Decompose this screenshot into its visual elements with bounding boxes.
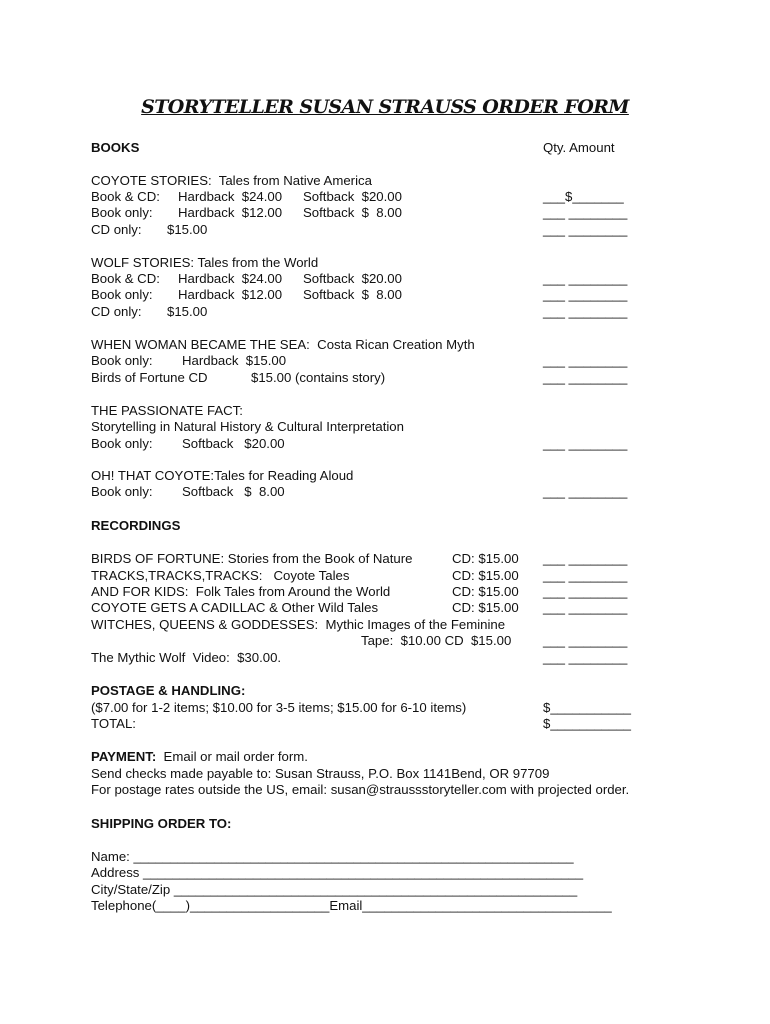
qty-amount-header: Qty. Amount [543,140,615,155]
softback-price: Softback $ 8.00 [182,484,285,499]
hardback-price: Hardback $12.00 [178,287,283,302]
coyote-stories-row2 [91,205,402,221]
city-state-zip-field[interactable]: City/State/Zip _______________________________________________________ [91,882,578,897]
postage-rates: ($7.00 for 1-2 items; $10.00 for 3-5 items; $15.00 for 6-10 items) [91,700,467,715]
woman-sea-row2 [91,370,385,386]
wolf-stories-row2 [91,287,402,303]
payment-line-1 [91,749,308,765]
row-label: Book & CD: [91,271,160,286]
postage-blank[interactable]: $___________ [543,700,632,715]
recording-price: CD: $15.00 [452,584,519,599]
recording-name: COYOTE GETS A CADILLAC & Other Wild Tales [91,600,379,615]
total-label: TOTAL: [91,716,136,731]
woman-sea-title: WHEN WOMAN BECAME THE SEA: Costa Rican Creation Myth [91,337,475,352]
cd-price: $15.00 [167,304,208,319]
recording-name: AND FOR KIDS: Folk Tales from Around the World [91,584,391,599]
wolf-stories-blank-3[interactable]: ___ ________ [543,304,628,319]
books-heading: BOOKS [91,140,140,155]
row-label: Birds of Fortune CD [91,370,208,385]
payment-line-3: For postage rates outside the US, email: susan@straussstoryteller.com with projected order. [91,782,630,797]
recording-blank[interactable]: ___ ________ [543,551,628,566]
hardback-price: Hardback $15.00 [182,353,287,368]
row-label: Book only: [91,287,153,302]
name-field[interactable]: Name: ____________________________________________________________ [91,849,574,864]
recording-blank[interactable]: ___ ________ [543,584,628,599]
recording-blank[interactable]: ___ ________ [543,568,628,583]
payment-line-2: Send checks made payable to: Susan Strauss, P.O. Box 1141Bend, OR 97709 [91,766,550,781]
page-title: STORYTELLER SUSAN STRAUSS ORDER FORM [141,96,629,118]
mythic-wolf-blank[interactable]: ___ ________ [543,650,628,665]
recording-price: CD: $15.00 [452,600,519,615]
wolf-stories-row3 [91,304,207,320]
total-blank[interactable]: $___________ [543,716,632,731]
row-label: Book & CD: [91,189,160,204]
recording-name: BIRDS OF FORTUNE: Stories from the Book of Nature [91,551,413,566]
coyote-stories-blank-3[interactable]: ___ ________ [543,222,628,237]
row-label: Book only: [91,353,153,368]
wolf-stories-blank-1[interactable]: ___ ________ [543,271,628,286]
passionate-fact-row1 [91,436,285,452]
softback-price: Softback $20.00 [182,436,285,451]
telephone-email-field[interactable]: Telephone(____)___________________Email__________________________________ [91,898,612,913]
wolf-stories-blank-2[interactable]: ___ ________ [543,287,628,302]
hardback-price: Hardback $24.00 [178,189,283,204]
hardback-price: Hardback $12.00 [178,205,283,220]
mythic-wolf-video: The Mythic Wolf Video: $30.00. [91,650,282,665]
softback-price: Softback $ 8.00 [303,205,402,220]
woman-sea-blank-1[interactable]: ___ ________ [543,353,628,368]
coyote-stories-title: COYOTE STORIES: Tales from Native America [91,173,372,188]
recording-blank[interactable]: ___ ________ [543,600,628,615]
coyote-stories-row3 [91,222,207,238]
softback-price: Softback $ 8.00 [303,287,402,302]
wolf-stories-row1 [91,271,402,287]
recording-price: CD: $15.00 [452,568,519,583]
payment-heading: PAYMENT: [91,749,157,764]
row-label: CD only: [91,222,142,237]
woman-sea-blank-2[interactable]: ___ ________ [543,370,628,385]
woman-sea-row1 [91,353,286,369]
coyote-stories-blank-1[interactable]: ___$_______ [543,189,624,204]
row-label: CD only: [91,304,142,319]
wolf-stories-title: WOLF STORIES: Tales from the World [91,255,319,270]
softback-price: Softback $20.00 [303,189,402,204]
oh-that-coyote-row1 [91,484,285,500]
cd-price: $15.00 (contains story) [251,370,386,385]
cd-price: $15.00 [167,222,208,237]
softback-price: Softback $20.00 [303,271,402,286]
coyote-stories-row1 [91,189,402,205]
witches-blank[interactable]: ___ ________ [543,633,628,648]
row-label: Book only: [91,484,153,499]
oh-that-coyote-title: OH! THAT COYOTE:Tales for Reading Aloud [91,468,354,483]
passionate-fact-title: THE PASSIONATE FACT: [91,403,243,418]
passionate-fact-blank-1[interactable]: ___ ________ [543,436,628,451]
recording-name: TRACKS,TRACKS,TRACKS: Coyote Tales [91,568,350,583]
coyote-stories-blank-2[interactable]: ___ ________ [543,205,628,220]
hardback-price: Hardback $24.00 [178,271,283,286]
oh-that-coyote-blank-1[interactable]: ___ ________ [543,484,628,499]
witches-price: Tape: $10.00 CD $15.00 [361,633,512,648]
payment-text: Email or mail order form. [156,749,308,764]
witches-title: WITCHES, QUEENS & GODDESSES: Mythic Images of the Feminine [91,617,506,632]
passionate-fact-subtitle: Storytelling in Natural History & Cultural Interpretation [91,419,404,434]
recordings-heading: RECORDINGS [91,518,181,533]
shipping-heading: SHIPPING ORDER TO: [91,816,232,831]
row-label: Book only: [91,436,153,451]
row-label: Book only: [91,205,153,220]
address-field[interactable]: Address ____________________________________________________________ [91,865,584,880]
postage-heading: POSTAGE & HANDLING: [91,683,246,698]
recording-price: CD: $15.00 [452,551,519,566]
